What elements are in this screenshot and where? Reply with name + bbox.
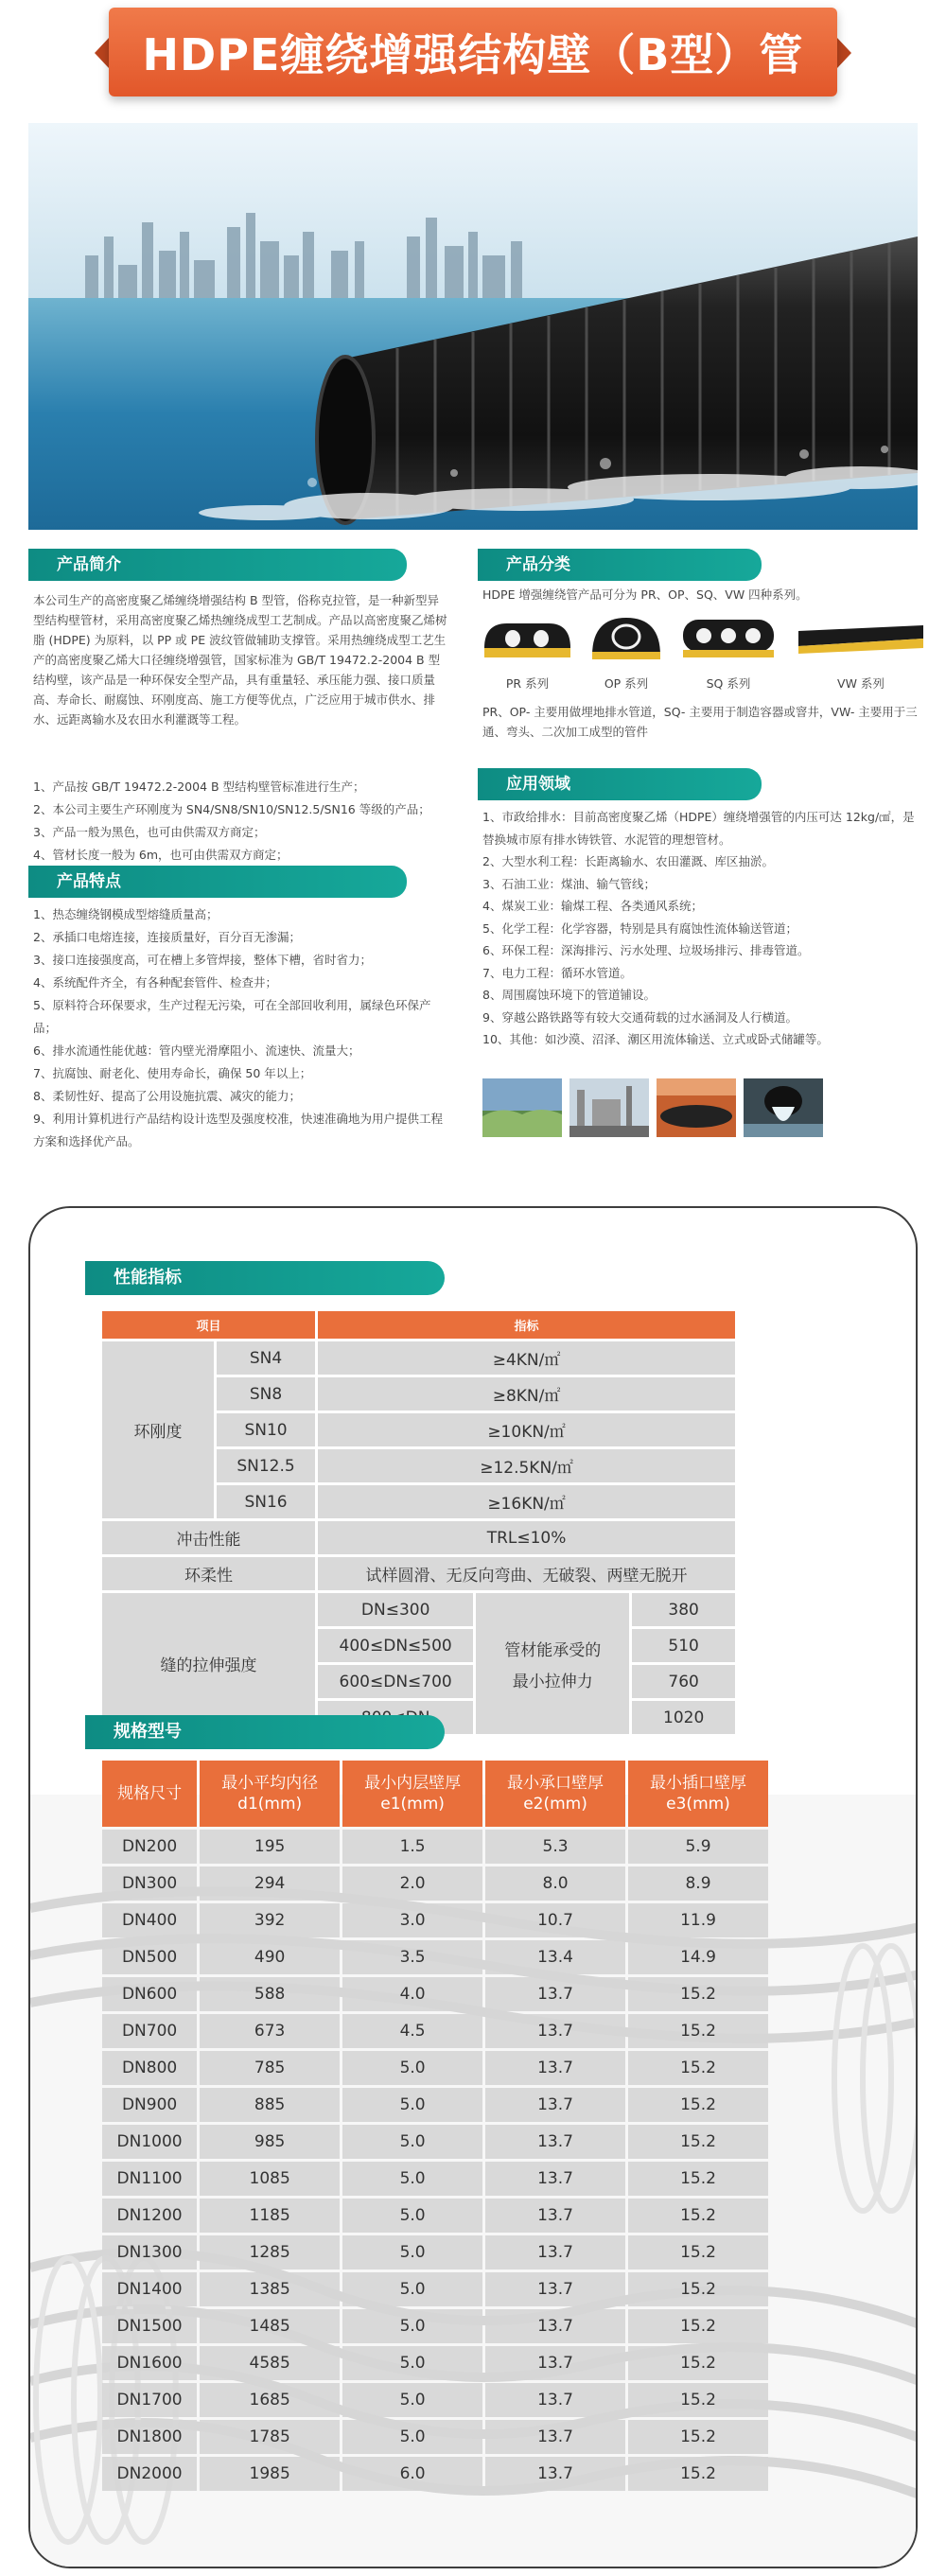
application-item: 9、穿越公路铁路等有较大交通荷载的过水涵洞及人行横道。 [482,1009,797,1025]
tensile-label: 缝的拉伸强度 [102,1593,315,1734]
spec-value-cell: 785 [200,2051,340,2085]
sn-grade: SN8 [217,1377,315,1411]
spec-value-cell: 195 [200,1830,340,1864]
table-row [102,2199,768,2233]
classification-note: PR、OP- 主要用做埋地排水管道，SQ- 主要用于制造容器或窨井，VW- 主要用于三通、弯头、二次加工成型的管件 [482,705,918,739]
spec-size-cell: DN1600 [102,2346,197,2380]
spec-value-cell: 15.2 [628,1977,768,2011]
spec-value-cell: 13.7 [485,2162,625,2196]
spec-value-cell: 15.2 [628,2014,768,2048]
spec-size-cell: DN1100 [102,2162,197,2196]
sn-grade: SN4 [217,1341,315,1375]
spec-value-cell: 1.5 [342,1830,482,1864]
table-row [102,2125,768,2159]
impact-label: 冲击性能 [102,1521,315,1554]
spec-value-cell: 5.0 [342,2383,482,2417]
application-item: 7、电力工程：循环水管道。 [482,965,632,980]
sn-value: ≥8KN/㎡ [318,1377,735,1411]
tensile-mid-line1: 管材能承受的 [504,1640,602,1660]
flex-value: 试样圆滑、无反向弯曲、无破裂、两壁无脱开 [318,1557,735,1590]
sn-value: ≥12.5KN/㎡ [318,1449,735,1482]
tensile-value: 380 [632,1593,735,1626]
spec-value-cell: 490 [200,1940,340,1974]
spec-size-cell: DN800 [102,2051,197,2085]
spec-value-cell: 5.0 [342,2051,482,2085]
type-label-op: OP 系列 [604,676,649,691]
spec-heading: 规格型号 [85,1715,445,1749]
table-row [102,2162,768,2196]
tensile-value: 510 [632,1629,735,1662]
table-row [102,1940,768,1974]
spec-value-cell: 392 [200,1903,340,1937]
spec-value-cell: 13.7 [485,1977,625,2011]
feature-item: 2、承插口电熔连接，连接质量好，百分百无渗漏； [33,930,301,944]
table-row [102,2235,768,2269]
profile-types [482,610,927,695]
tensile-range: 600≤DN≤700 [318,1665,473,1698]
spec-value-cell: 1985 [200,2457,340,2491]
type-label-vw: VW 系列 [837,676,885,691]
table-row [102,1903,768,1937]
spec-value-cell: 15.2 [628,2346,768,2380]
spec-size-cell: DN700 [102,2014,197,2048]
application-item: 3、石油工业：煤油、输气管线； [482,876,656,891]
spec-size-cell: DN1400 [102,2272,197,2306]
application-photos [482,1078,913,1137]
spec-size-cell: DN1500 [102,2309,197,2343]
spec-header-cell [200,1761,340,1827]
intro-item: 2、本公司主要生产环刚度为 SN4/SN8/SN10/SN12.5/SN16 等级的产品； [33,802,430,816]
applications-list [482,806,918,1051]
application-item: 6、环保工程：深海排污、污水处理、垃圾场排污、排毒管道。 [482,943,810,957]
intro-heading: 产品简介 [28,549,407,581]
feature-item: 9、利用计算机进行产品结构设计选型及强度校准，快速准确地为用户提供工程方案和选择优产品。 [33,1112,443,1148]
impact-value: TRL≤10% [318,1521,735,1554]
spec-value-cell: 5.0 [342,2420,482,2454]
sq-profile-icon [681,610,776,663]
spec-header-line1: 规格尺寸 [117,1784,183,1803]
spec-value-cell: 4.0 [342,1977,482,2011]
spec-value-cell: 13.7 [485,2346,625,2380]
spec-value-cell: 5.0 [342,2088,482,2122]
spec-value-cell: 15.2 [628,2235,768,2269]
feature-item: 6、排水流通性能优越：管内壁光滑摩阻小、流速快、流量大； [33,1043,360,1058]
spec-size-cell: DN300 [102,1866,197,1901]
tensile-value: 760 [632,1665,735,1698]
spec-value-cell: 13.4 [485,1940,625,1974]
spec-value-cell: 673 [200,2014,340,2048]
spec-value-cell: 5.0 [342,2235,482,2269]
table-row [102,2088,768,2122]
spec-size-cell: DN400 [102,1903,197,1937]
spec-value-cell: 15.2 [628,2457,768,2491]
spec-value-cell: 1185 [200,2199,340,2233]
page-title: HDPE缠绕增强结构壁（B型）管 [142,29,804,80]
spec-value-cell: 13.7 [485,2125,625,2159]
spec-header-cell [102,1761,197,1827]
spec-value-cell: 15.2 [628,2088,768,2122]
spec-value-cell: 13.7 [485,2457,625,2491]
tensile-mid-line2: 最小拉伸力 [512,1672,593,1691]
tensile-mid [476,1593,629,1734]
spec-table [99,1758,771,2494]
application-photo-factory [569,1078,649,1137]
spec-value-cell: 13.7 [485,2420,625,2454]
spec-value-cell: 294 [200,1866,340,1901]
perf-col-item: 项目 [102,1311,315,1339]
spec-value-cell: 1385 [200,2272,340,2306]
table-row [102,1977,768,2011]
spec-size-cell: DN600 [102,1977,197,2011]
spec-header-line1: 最小内层壁厚 [364,1774,462,1793]
table-row [102,1830,768,1864]
title-notch-right [837,38,851,68]
spec-value-cell: 5.0 [342,2199,482,2233]
type-label-sq: SQ 系列 [706,676,751,691]
intro-item: 4、管材长度一般为 6m，也可由供需双方商定； [33,848,289,862]
table-row [102,2383,768,2417]
spec-value-cell: 5.0 [342,2125,482,2159]
spec-header-line2: e3(mm) [666,1795,730,1814]
flex-label: 环柔性 [102,1557,315,1590]
intro-item: 3、产品一般为黑色，也可由供需双方商定； [33,825,266,839]
spec-header-line1: 最小平均内径 [221,1774,319,1793]
spec-value-cell: 2.0 [342,1866,482,1901]
spec-size-cell: DN2000 [102,2457,197,2491]
classification-intro: HDPE 增强缠绕管产品可分为 PR、OP、SQ、VW 四种系列。 [482,587,808,602]
spec-header-line2: e2(mm) [523,1795,587,1814]
spec-value-cell: 5.0 [342,2346,482,2380]
applications-heading: 应用领域 [478,768,762,800]
spec-value-cell: 5.0 [342,2309,482,2343]
op-profile-icon [588,610,664,663]
spec-header-line1: 最小承口壁厚 [507,1774,604,1793]
spec-size-cell: DN900 [102,2088,197,2122]
spec-value-cell: 4585 [200,2346,340,2380]
table-row [102,2309,768,2343]
title-notch-left [95,38,109,68]
spec-value-cell: 5.0 [342,2272,482,2306]
table-row [102,2051,768,2085]
application-item: 1、市政给排水：目前高密度聚乙烯（HDPE）缠绕增强管的内压可达 12kg/㎠，是替换城市原有排水铸铁管、水泥管的理想管材。 [482,810,915,847]
application-item: 10、其他：如沙漠、沼泽、潮区用流体输送、立式或卧式储罐等。 [482,1032,829,1046]
table-row [102,1866,768,1901]
hero-pipe-image [28,123,918,530]
performance-table [99,1308,738,1737]
application-item: 2、大型水利工程：长距离输水、农田灌溉、库区抽淤。 [482,854,774,868]
vw-profile-icon [795,610,927,663]
title-banner [109,8,837,96]
perf-col-index: 指标 [318,1311,735,1339]
feature-item: 3、接口连接强度高，可在槽上多管焊接，整体下槽，省时省力； [33,953,372,967]
spec-value-cell: 15.2 [628,2199,768,2233]
spec-value-cell: 11.9 [628,1903,768,1937]
table-row [102,2272,768,2306]
table-row [102,2346,768,2380]
spec-size-cell: DN1200 [102,2199,197,2233]
spec-value-cell: 13.7 [485,2051,625,2085]
spec-value-cell: 13.7 [485,2272,625,2306]
spec-value-cell: 3.5 [342,1940,482,1974]
spec-value-cell: 15.2 [628,2051,768,2085]
sn-grade: SN16 [217,1485,315,1518]
sn-value: ≥4KN/㎡ [318,1341,735,1375]
features-heading: 产品特点 [28,866,407,898]
ring-stiffness-label: 环刚度 [102,1341,214,1518]
spec-value-cell: 6.0 [342,2457,482,2491]
spec-value-cell: 13.7 [485,2383,625,2417]
application-item: 8、周围腐蚀环境下的管道铺设。 [482,988,656,1002]
spec-header-cell [628,1761,768,1827]
sn-grade: SN12.5 [217,1449,315,1482]
spec-value-cell: 15.2 [628,2272,768,2306]
spec-value-cell: 1485 [200,2309,340,2343]
spec-size-cell: DN200 [102,1830,197,1864]
features-list [33,903,449,1153]
spec-value-cell: 10.7 [485,1903,625,1937]
spec-value-cell: 13.7 [485,2014,625,2048]
spec-value-cell: 1085 [200,2162,340,2196]
spec-value-cell: 5.0 [342,2162,482,2196]
spec-value-cell: 14.9 [628,1940,768,1974]
intro-paragraph: 本公司生产的高密度聚乙烯缠绕增强结构 B 型管，俗称克拉管，是一种新型异型结构壁管材，采用高密度聚乙烯热缠绕成型工艺制成。产品以高密度聚乙烯树脂 (HDPE) 为原料，以 PP 或 PE 波纹管做辅助支撑管。采用热缠绕成型工艺生产的高密度聚乙烯大口径缠绕增强管，国家标准为 GB/T 19472.2-2004 B 型结构壁，该产品是一种环保安全型产品，具有重量轻、承压能力强、接口质量高、寿命长、耐腐蚀、环刚度高、施工方便等优点，广泛应用于城市供水、排水、远距离输水及农田水利灌溉等工程。 [33,593,447,727]
application-photo-pipeline [657,1078,736,1137]
spec-value-cell: 885 [200,2088,340,2122]
spec-value-cell: 13.7 [485,2309,625,2343]
spec-value-cell: 15.2 [628,2125,768,2159]
spec-value-cell: 13.7 [485,2088,625,2122]
spec-header-row [102,1761,768,1827]
spec-value-cell: 985 [200,2125,340,2159]
spec-header-line2: e1(mm) [380,1795,445,1814]
spec-header-line1: 最小插口壁厚 [650,1774,746,1793]
spec-value-cell: 5.3 [485,1830,625,1864]
hero-illustration [28,123,918,530]
sn-value: ≥10KN/㎡ [318,1413,735,1446]
tensile-range: 400≤DN≤500 [318,1629,473,1662]
spec-value-cell: 1285 [200,2235,340,2269]
spec-value-cell: 8.9 [628,1866,768,1901]
application-item: 4、煤炭工业：输煤工程、各类通风系统； [482,899,703,913]
feature-item: 8、柔韧性好、提高了公用设施抗震、减灾的能力； [33,1089,301,1103]
application-item: 5、化学工程：化学容器，特别是具有腐蚀性流体输送管道； [482,920,797,936]
spec-value-cell: 4.5 [342,2014,482,2048]
spec-value-cell: 15.2 [628,2383,768,2417]
sn-value: ≥16KN/㎡ [318,1485,735,1518]
spec-value-cell: 15.2 [628,2309,768,2343]
table-row [102,2457,768,2491]
spec-value-cell: 1685 [200,2383,340,2417]
application-photo-drainage [744,1078,823,1137]
spec-size-cell: DN1000 [102,2125,197,2159]
spec-value-cell: 3.0 [342,1903,482,1937]
tensile-value: 1020 [632,1701,735,1734]
type-label-pr: PR 系列 [505,676,550,691]
classification-heading: 产品分类 [478,549,762,581]
spec-value-cell: 588 [200,1977,340,2011]
spec-header-cell [342,1761,482,1827]
feature-item: 1、热态缠绕钢模成型熔缝质量高； [33,907,219,921]
application-photo-greenhouse [482,1078,562,1137]
spec-value-cell: 15.2 [628,2162,768,2196]
spec-header-line2: d1(mm) [237,1795,303,1814]
pr-profile-icon [482,610,572,663]
spec-size-cell: DN1700 [102,2383,197,2417]
spec-value-cell: 5.9 [628,1830,768,1864]
feature-item: 7、抗腐蚀、耐老化、使用寿命长，确保 50 年以上； [33,1066,312,1080]
spec-value-cell: 15.2 [628,2420,768,2454]
intro-list [33,776,454,867]
spec-size-cell: DN500 [102,1940,197,1974]
feature-item: 4、系统配件齐全，有各种配套管件、检查井； [33,975,277,990]
spec-value-cell: 1785 [200,2420,340,2454]
spec-value-cell: 13.7 [485,2199,625,2233]
spec-value-cell: 13.7 [485,2235,625,2269]
tensile-range: DN≤300 [318,1593,473,1626]
table-row [102,2420,768,2454]
table-row [102,2014,768,2048]
feature-item: 5、原料符合环保要求，生产过程无污染，可在全部回收利用，属绿色环保产品； [33,998,431,1035]
spec-header-cell [485,1761,625,1827]
spec-size-cell: DN1800 [102,2420,197,2454]
performance-heading: 性能指标 [85,1261,445,1295]
intro-item: 1、产品按 GB/T 19472.2-2004 B 型结构壁管标准进行生产； [33,780,365,794]
spec-size-cell: DN1300 [102,2235,197,2269]
sn-grade: SN10 [217,1413,315,1446]
spec-value-cell: 8.0 [485,1866,625,1901]
